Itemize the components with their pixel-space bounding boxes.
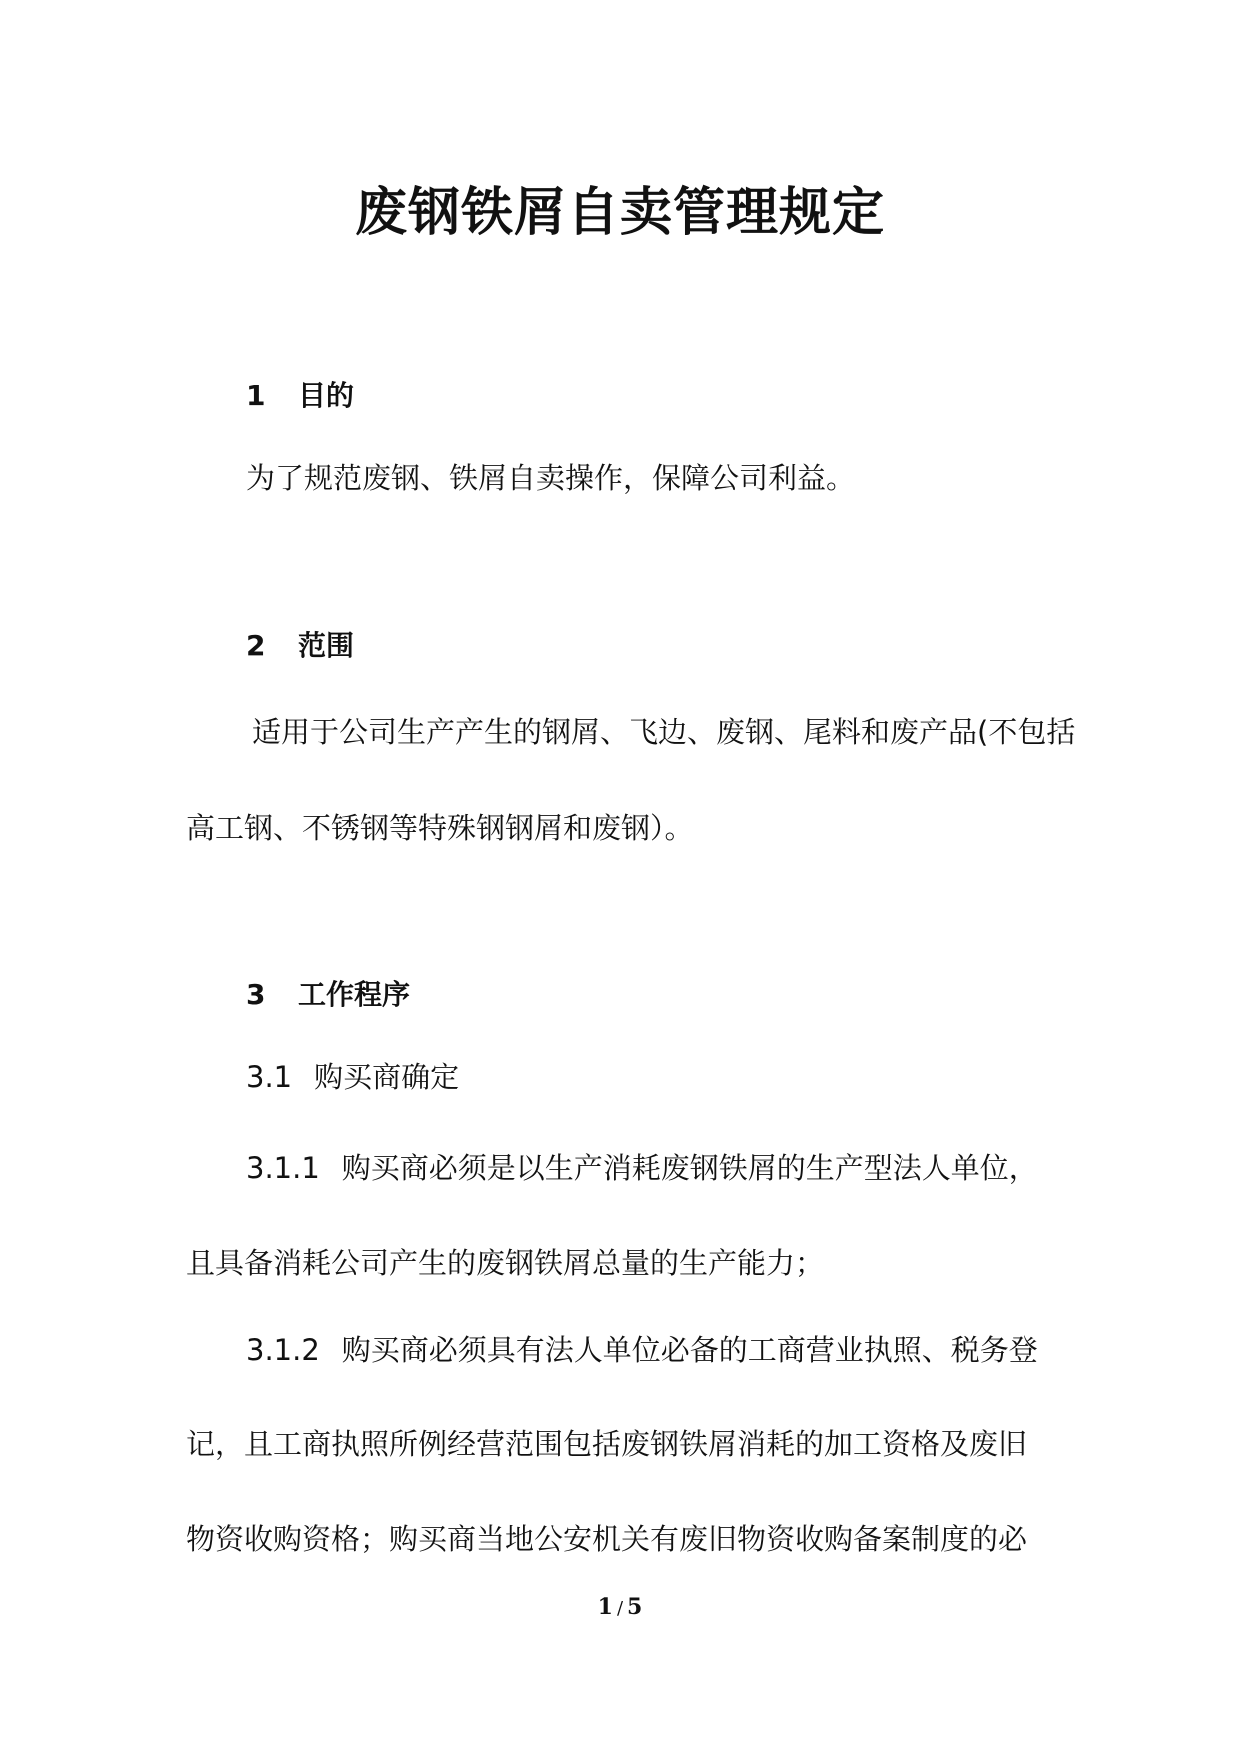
section-1-heading [246,376,354,416]
document-title: 废钢铁屑自卖管理规定 [354,183,885,243]
current-page: 1 [597,1594,613,1620]
clause-text: 购买商必须具有法人单位必备的工商营业执照、税务登 [341,1333,1038,1367]
clause-3-1-2-line-1 [246,1330,1038,1370]
section-number: 3 [246,978,266,1011]
subsection-number: 3.1 [246,1060,293,1094]
clause-text: 购买商必须是以生产消耗废钢铁屑的生产型法人单位， [341,1151,1038,1185]
clause-number: 3.1.1 [246,1151,320,1185]
clause-3-1-2-line-2: 记，且工商执照所例经营范围包括废钢铁屑消耗的加工资格及废旧 [186,1427,1028,1461]
section-number: 2 [246,629,266,662]
page-number [0,1592,1240,1624]
section-2-heading [246,626,354,666]
section-2-paragraph-line-1: 适用于公司生产产生的钢屑、飞边、废钢、尾料和废产品(不包括 [252,715,1076,749]
section-number: 1 [246,379,266,412]
page-separator: / [616,1598,624,1619]
clause-3-1-2-line-3: 物资收购资格；购买商当地公安机关有废旧物资收购备案制度的必 [186,1522,1028,1556]
section-1-paragraph: 为了规范废钢、铁屑自卖操作，保障公司利益。 [246,461,856,495]
clause-3-1-1-line-1 [246,1148,1038,1188]
section-title: 工作程序 [298,978,411,1011]
section-title: 目的 [298,379,355,412]
section-title: 范围 [298,629,355,662]
subsection-title: 购买商确定 [314,1060,460,1094]
section-2-paragraph-line-2: 高工钢、不锈钢等特殊钢钢屑和废钢）。 [186,811,694,845]
total-pages: 5 [627,1594,643,1620]
subsection-3-1-heading [246,1057,459,1097]
clause-3-1-1-line-2: 且具备消耗公司产生的废钢铁屑总量的生产能力； [186,1246,825,1280]
section-3-heading [246,975,410,1015]
clause-number: 3.1.2 [246,1333,320,1367]
